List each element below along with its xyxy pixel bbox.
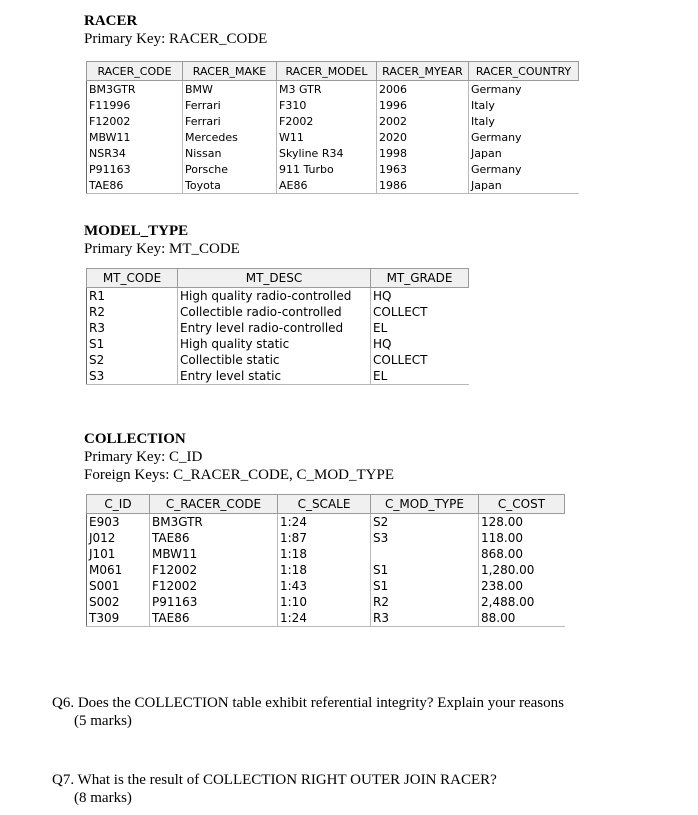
table-cell: F12002 bbox=[150, 578, 278, 594]
table-cell: BM3GTR bbox=[150, 514, 278, 531]
table-cell: 1998 bbox=[377, 145, 469, 161]
table-cell: R2 bbox=[87, 304, 178, 320]
table-row bbox=[87, 145, 579, 161]
table-cell: W11 bbox=[277, 129, 377, 145]
table-cell: S1 bbox=[371, 562, 479, 578]
column-header: RACER_CODE bbox=[87, 62, 183, 81]
table-row bbox=[87, 594, 565, 610]
table-cell: 911 Turbo bbox=[277, 161, 377, 177]
racer-primary-key: Primary Key: RACER_CODE bbox=[84, 31, 268, 47]
model-type-table-name: MODEL_TYPE bbox=[84, 223, 189, 239]
question-6-marks: (5 marks) bbox=[74, 713, 132, 729]
question-7-marks: (8 marks) bbox=[74, 790, 132, 806]
question-7 bbox=[52, 771, 497, 807]
table-row bbox=[87, 530, 565, 546]
table-row bbox=[87, 352, 469, 368]
table-cell: S1 bbox=[87, 336, 178, 352]
table-cell: Collectible radio-controlled bbox=[178, 304, 371, 320]
table-cell: TAE86 bbox=[150, 530, 278, 546]
collection-foreign-keys: Foreign Keys: C_RACER_CODE, C_MOD_TYPE bbox=[84, 467, 395, 483]
table-cell: F2002 bbox=[277, 113, 377, 129]
table-cell: MBW11 bbox=[87, 129, 183, 145]
table-cell: S3 bbox=[371, 530, 479, 546]
table-row bbox=[87, 578, 565, 594]
table-cell: Mercedes bbox=[183, 129, 277, 145]
table-cell: Collectible static bbox=[178, 352, 371, 368]
table-cell: Entry level static bbox=[178, 368, 371, 385]
table-cell: 1:24 bbox=[278, 610, 371, 627]
table-cell: S1 bbox=[371, 578, 479, 594]
table-cell: S001 bbox=[87, 578, 150, 594]
table-cell: Germany bbox=[469, 161, 579, 177]
table-cell: Italy bbox=[469, 97, 579, 113]
table-cell: Japan bbox=[469, 177, 579, 194]
table-cell: R3 bbox=[371, 610, 479, 627]
table-row bbox=[87, 562, 565, 578]
table-cell: 1963 bbox=[377, 161, 469, 177]
table-cell: J101 bbox=[87, 546, 150, 562]
table-cell: J012 bbox=[87, 530, 150, 546]
header-row bbox=[87, 62, 579, 81]
table-row bbox=[87, 336, 469, 352]
table-cell: 1:43 bbox=[278, 578, 371, 594]
table-row bbox=[87, 81, 579, 98]
racer-heading bbox=[84, 12, 267, 48]
table-cell: 238.00 bbox=[479, 578, 565, 594]
table-cell: TAE86 bbox=[150, 610, 278, 627]
table-cell: S002 bbox=[87, 594, 150, 610]
table-cell: Nissan bbox=[183, 145, 277, 161]
table-cell: 2,488.00 bbox=[479, 594, 565, 610]
table-cell: 118.00 bbox=[479, 530, 565, 546]
model-type-table bbox=[86, 268, 469, 385]
table-cell: F310 bbox=[277, 97, 377, 113]
table-cell: Skyline R34 bbox=[277, 145, 377, 161]
table-cell: R3 bbox=[87, 320, 178, 336]
table-cell: HQ bbox=[371, 288, 469, 305]
column-header: MT_DESC bbox=[178, 269, 371, 288]
table-cell: 128.00 bbox=[479, 514, 565, 531]
table-row bbox=[87, 113, 579, 129]
table-row bbox=[87, 97, 579, 113]
table-cell: Entry level radio-controlled bbox=[178, 320, 371, 336]
table-cell: F11996 bbox=[87, 97, 183, 113]
table-row bbox=[87, 288, 469, 305]
column-header: C_SCALE bbox=[278, 495, 371, 514]
table-cell: 1986 bbox=[377, 177, 469, 194]
table-cell: M061 bbox=[87, 562, 150, 578]
table-cell: NSR34 bbox=[87, 145, 183, 161]
model-type-heading bbox=[84, 222, 240, 258]
table-row bbox=[87, 368, 469, 385]
table-cell: Porsche bbox=[183, 161, 277, 177]
table-cell: High quality radio-controlled bbox=[178, 288, 371, 305]
table-cell: HQ bbox=[371, 336, 469, 352]
table-row bbox=[87, 129, 579, 145]
table-cell: S2 bbox=[87, 352, 178, 368]
table-cell: F12002 bbox=[150, 562, 278, 578]
table-cell: S3 bbox=[87, 368, 178, 385]
table-cell: Germany bbox=[469, 81, 579, 98]
table-cell: BM3GTR bbox=[87, 81, 183, 98]
collection-table bbox=[86, 494, 565, 627]
table-cell bbox=[371, 546, 479, 562]
question-6 bbox=[52, 694, 564, 730]
racer-table-name: RACER bbox=[84, 13, 138, 29]
table-cell: 1,280.00 bbox=[479, 562, 565, 578]
collection-heading bbox=[84, 430, 394, 484]
table-cell: AE86 bbox=[277, 177, 377, 194]
table-cell: BMW bbox=[183, 81, 277, 98]
table-row bbox=[87, 177, 579, 194]
racer-table bbox=[86, 61, 579, 194]
table-cell: 1:18 bbox=[278, 546, 371, 562]
table-cell: Ferrari bbox=[183, 97, 277, 113]
question-6-text: Q6. Does the COLLECTION table exhibit referential integrity? Explain your reasons bbox=[52, 695, 564, 711]
table-cell: 2002 bbox=[377, 113, 469, 129]
table-cell: 2020 bbox=[377, 129, 469, 145]
table-row bbox=[87, 304, 469, 320]
table-row bbox=[87, 610, 565, 627]
table-cell: E903 bbox=[87, 514, 150, 531]
column-header: RACER_MYEAR bbox=[377, 62, 469, 81]
table-cell: EL bbox=[371, 368, 469, 385]
column-header: RACER_COUNTRY bbox=[469, 62, 579, 81]
table-cell: P91163 bbox=[150, 594, 278, 610]
table-cell: S2 bbox=[371, 514, 479, 531]
column-header: C_MOD_TYPE bbox=[371, 495, 479, 514]
table-cell: TAE86 bbox=[87, 177, 183, 194]
table-row bbox=[87, 546, 565, 562]
table-cell: R2 bbox=[371, 594, 479, 610]
column-header: RACER_MODEL bbox=[277, 62, 377, 81]
collection-primary-key: Primary Key: C_ID bbox=[84, 449, 203, 465]
table-cell: T309 bbox=[87, 610, 150, 627]
table-cell: M3 GTR bbox=[277, 81, 377, 98]
table-cell: 1996 bbox=[377, 97, 469, 113]
collection-table-name: COLLECTION bbox=[84, 431, 186, 447]
model-type-primary-key: Primary Key: MT_CODE bbox=[84, 241, 240, 257]
column-header: MT_GRADE bbox=[371, 269, 469, 288]
table-row bbox=[87, 514, 565, 531]
table-cell: 2006 bbox=[377, 81, 469, 98]
table-cell: COLLECT bbox=[371, 304, 469, 320]
table-cell: Toyota bbox=[183, 177, 277, 194]
table-cell: P91163 bbox=[87, 161, 183, 177]
table-row bbox=[87, 161, 579, 177]
table-cell: High quality static bbox=[178, 336, 371, 352]
column-header: MT_CODE bbox=[87, 269, 178, 288]
table-cell: 1:24 bbox=[278, 514, 371, 531]
table-cell: Italy bbox=[469, 113, 579, 129]
table-cell: R1 bbox=[87, 288, 178, 305]
table-cell: MBW11 bbox=[150, 546, 278, 562]
table-cell: EL bbox=[371, 320, 469, 336]
question-7-text: Q7. What is the result of COLLECTION RIGHT OUTER JOIN RACER? bbox=[52, 772, 497, 788]
column-header: C_ID bbox=[87, 495, 150, 514]
table-cell: 1:18 bbox=[278, 562, 371, 578]
table-cell: F12002 bbox=[87, 113, 183, 129]
table-cell: Japan bbox=[469, 145, 579, 161]
column-header: RACER_MAKE bbox=[183, 62, 277, 81]
column-header: C_RACER_CODE bbox=[150, 495, 278, 514]
header-row bbox=[87, 269, 469, 288]
table-cell: 88.00 bbox=[479, 610, 565, 627]
table-cell: Ferrari bbox=[183, 113, 277, 129]
table-cell: COLLECT bbox=[371, 352, 469, 368]
column-header: C_COST bbox=[479, 495, 565, 514]
table-row bbox=[87, 320, 469, 336]
table-cell: Germany bbox=[469, 129, 579, 145]
table-cell: 1:87 bbox=[278, 530, 371, 546]
table-cell: 868.00 bbox=[479, 546, 565, 562]
header-row bbox=[87, 495, 565, 514]
table-cell: 1:10 bbox=[278, 594, 371, 610]
